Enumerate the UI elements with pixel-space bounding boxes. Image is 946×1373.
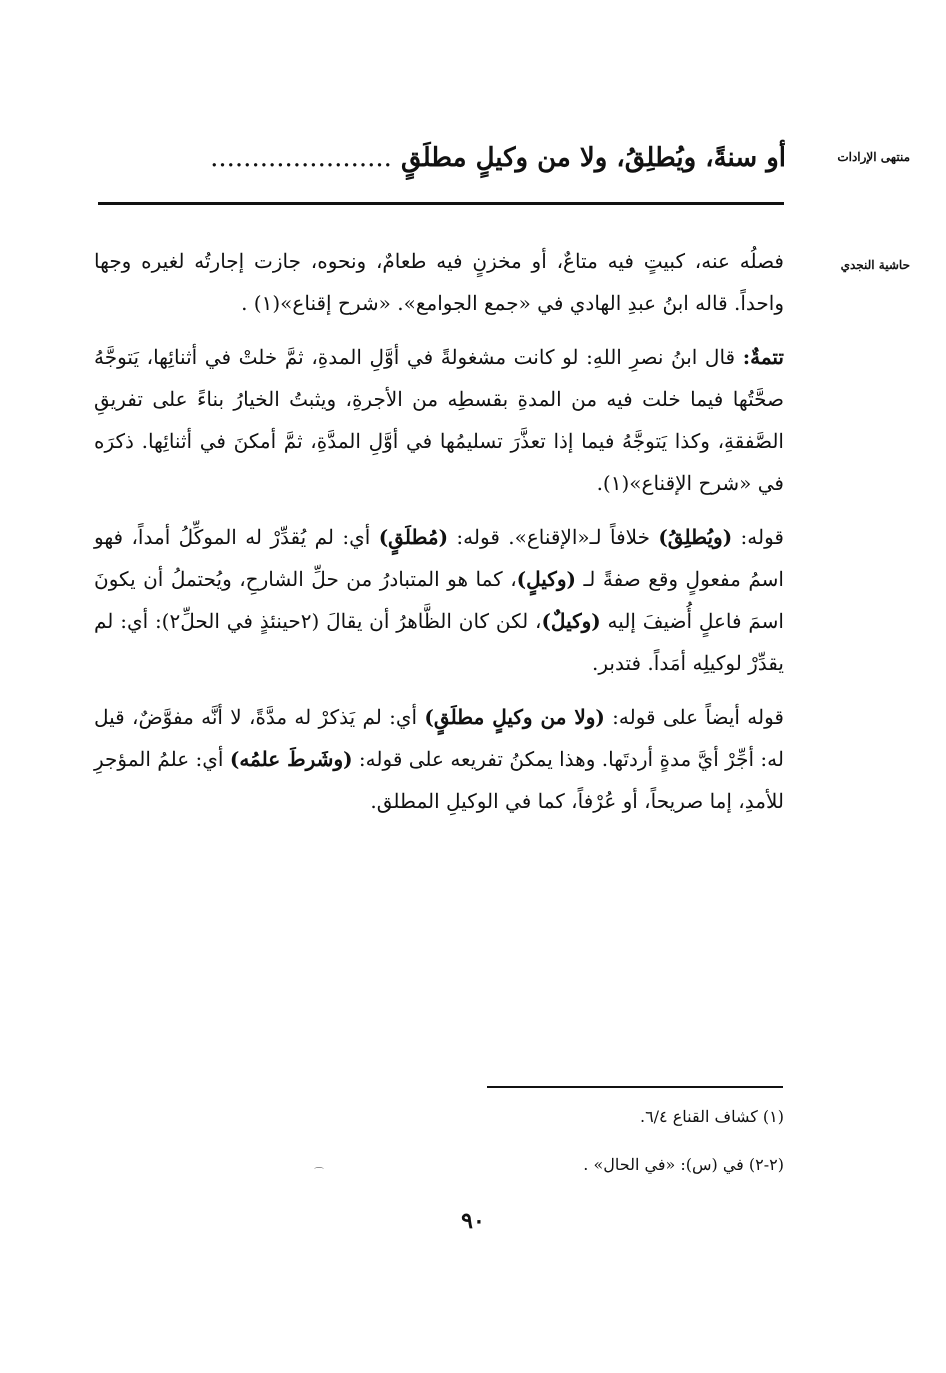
keyword-wakil-genitive: (وكيلٍ) (516, 567, 576, 591)
page-number: ٩٠ (461, 1208, 485, 1234)
keyword-yutliq: (ويُطلِقُ) (658, 525, 733, 549)
paragraph-3-part-5: ، لكن كان الظَّاهرُ أن يقالَ (٢حينئذٍ في الحلِّ٢): أي: لم يقدِّرْ لوكيلِه أمَداً. فتدبر. (94, 609, 784, 675)
paragraph-4 (94, 696, 784, 822)
keyword-wala-min-wakil: (ولا من وكيلٍ مطلَقٍ) (424, 705, 605, 729)
paragraph-3-part-3: أي: لم يُقدِّرْ له الموكِّلُ أمداً، فهو اسمُ مفعولٍ وقع صفةً لـ (94, 525, 784, 591)
footnote-2: (٢-٢) في (س): «في الحال» . (583, 1155, 784, 1174)
tatimma-heading: تتمةٌ: (742, 345, 784, 369)
paragraph-3-part-1: قوله: (732, 525, 784, 549)
matn-dots: ...................... (210, 143, 392, 173)
matn-source-label: منتهى الإرادات (837, 150, 910, 164)
matn-text-line (96, 136, 786, 180)
paragraph-2-text: قال ابنُ نصرِ اللهِ: لو كانت مشغولةً في أوَّلِ المدةِ، ثمَّ خلتْ في أثنائِها، يَتوجَّهُ صحَّتُها فيما خلت فيه من المدةِ بقسطِه من الأجرةِ، ويثبتُ الخيارُ بناءً على تفريقِ الصَّفقةِ، وكذا يَتوجَّهُ فيما إذا تعذَّرَ تسليمُها في أوَّلِ المدَّةِ، ثمَّ أمكنَ في أثنائِها. ذكرَه في «شرح الإقناع»(١). (94, 345, 784, 495)
paragraph-1-text: فصلُه عنه، كبيتٍ فيه متاعٌ، أو مخزنٍ فيه طعامٌ، ونحوه، جازت إجارتُه لغيره وجها واحداً. قاله ابنُ عبدِ الهادي في «جمع الجوامع». «شرح إقناع»(١) . (94, 249, 784, 315)
matn-divider (98, 202, 784, 205)
paragraph-1 (94, 240, 784, 324)
footnote-divider (487, 1086, 783, 1088)
keyword-wa-sharat-ilmuhu: (وشَرطَ علمُه) (229, 747, 353, 771)
keyword-mutlaq: (مُطلَقٍ) (378, 525, 449, 549)
paragraph-3-part-4: ، كما هو المتبادرُ من حلِّ الشارحِ، ويُحتملُ أن يكونَ اسمَ فاعلٍ أُضيفَ إليه (94, 567, 784, 633)
paragraph-4-part-2: أي: لم يَذكرْ له مدَّةً، لا أنَّه مفوَّضٌ، قيل له: أجِّرْ أيَّ مدةٍ أردتَها. وهذا يمكنُ تفريعه على قوله: (94, 705, 784, 771)
keyword-wakil-nominative: (وكيلٌ) (541, 609, 601, 633)
paragraph-4-part-1: قوله أيضاً على قوله: (604, 705, 784, 729)
paragraph-4-part-3: أي: علمُ المؤجرِ للأمدِ، إما صريحاً، أو عُرْفاً، كما في الوكيلِ المطلق. (94, 747, 784, 813)
paragraph-2 (94, 336, 784, 504)
hashiya-source-label: حاشية النجدي (840, 258, 910, 272)
matn-text: أو سنةً، ويُطلِقُ، ولا من وكيلٍ مطلَقٍ (401, 143, 786, 173)
commentary-body (94, 240, 784, 834)
paragraph-3 (94, 516, 784, 684)
footnote-1: (١) كشاف القناع ٦/٤. (639, 1107, 784, 1126)
footnotes (164, 1106, 784, 1202)
scan-speck-icon: ⌒ (314, 1168, 324, 1179)
paragraph-3-part-2: خلافاً لـ«الإقناع». قوله: (448, 525, 659, 549)
